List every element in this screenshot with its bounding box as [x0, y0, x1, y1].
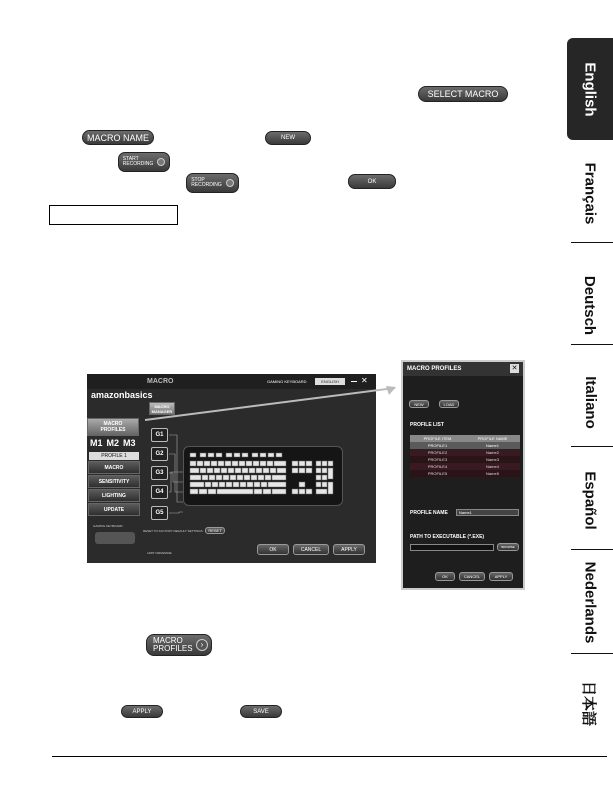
macro-profiles-line1: MACRO	[103, 421, 123, 427]
macro-name-label: MACRO NAME	[86, 132, 149, 143]
stop-recording-line2: RECORDING	[191, 182, 222, 188]
close-icon[interactable]: ✕	[361, 376, 368, 385]
tab-japanese[interactable]	[567, 663, 613, 743]
record-dot-icon	[157, 158, 165, 166]
profiles-apply-button[interactable]	[489, 572, 513, 581]
row-item: PROFILE3	[427, 457, 448, 462]
tab-divider	[571, 446, 613, 447]
col-profile-name: PROFILE NAME	[477, 436, 508, 441]
stop-recording-line1: STOP	[191, 176, 205, 183]
brand-logo: amazonbasics	[91, 390, 153, 400]
main-apply-button[interactable]	[333, 544, 365, 555]
keyboard-thumbnail	[95, 532, 135, 544]
g-key-connector-lines	[167, 432, 207, 522]
tab-nederlands[interactable]	[567, 553, 613, 651]
tab-francais[interactable]	[567, 150, 613, 236]
tab-english-label: English	[581, 61, 599, 117]
row-item: PROFILE2	[427, 450, 448, 455]
profile-name-input[interactable]	[456, 509, 519, 516]
main-cancel-label: CANCEL	[300, 546, 322, 553]
row-name: Name5	[486, 471, 499, 476]
tab-espanol-label: Español	[581, 470, 599, 530]
g4-key[interactable]: G4	[151, 485, 168, 499]
gaming-keyboard-label: GAMING KEYBOARD	[267, 379, 307, 384]
row-name: Name4	[486, 464, 499, 469]
browse-button[interactable]	[497, 543, 519, 551]
row-name: Name3	[486, 457, 499, 462]
profile-list-label: PROFILE LIST	[410, 422, 444, 428]
profiles-title: MACRO PROFILES	[407, 366, 462, 372]
macro-profiles-line2: PROFILES	[100, 427, 126, 433]
table-row[interactable]	[410, 449, 520, 456]
g1-key[interactable]: G1	[151, 428, 168, 442]
profile-name-label: PROFILE NAME	[410, 510, 448, 516]
bottom-rule	[52, 756, 607, 757]
table-row[interactable]	[410, 470, 520, 477]
macro-name-button[interactable]	[82, 130, 154, 145]
select-macro-button[interactable]	[418, 86, 508, 102]
tab-espanol[interactable]	[567, 452, 613, 548]
blank-note-box	[49, 205, 178, 225]
macro-manager-line2: MANAGER	[151, 409, 173, 414]
profiles-cancel-button[interactable]	[459, 572, 485, 581]
new-button[interactable]	[265, 131, 311, 145]
row-item: PROFILE4	[427, 464, 448, 469]
reset-button-label: RESET	[208, 528, 222, 533]
profiles-load-button[interactable]	[439, 400, 459, 408]
save-inline-label: SAVE	[253, 708, 269, 715]
window-title: MACRO	[147, 378, 174, 385]
path-label: PATH TO EXECUTABLE (*.EXE)	[410, 534, 485, 540]
m-keys	[90, 438, 140, 450]
tab-nederlands-label: Nederlands	[581, 561, 599, 643]
tab-divider	[571, 653, 613, 654]
main-cancel-button[interactable]	[293, 544, 329, 555]
profiles-new-label: NEW	[414, 401, 424, 407]
m3-key[interactable]: M3	[123, 438, 136, 448]
profiles-ok-label: OK	[442, 574, 448, 579]
apply-inline-label: APPLY	[132, 708, 152, 715]
profile-select-label: PROFILE 1	[101, 453, 127, 459]
profiles-apply-label: APPLY	[494, 574, 508, 579]
start-recording-line2: RECORDING	[122, 161, 154, 167]
profile-name-value: Name1	[459, 510, 472, 515]
tab-deutsch-label: Deutsch	[581, 275, 599, 335]
reset-text: RESET TO FACTORY DEFAULT SETTINGS	[143, 529, 203, 533]
profiles-cancel-label: CANCEL	[463, 574, 481, 579]
g2-key[interactable]: G2	[151, 447, 168, 461]
menu-lighting[interactable]: LIGHTING	[88, 489, 140, 502]
language-select-label: ENGLISH	[321, 379, 339, 384]
chevron-right-icon: ›	[196, 639, 208, 651]
firmware-text: LIMIT FIRMWARE	[147, 551, 172, 555]
tab-divider	[571, 242, 613, 243]
menu-macro[interactable]: MACRO	[88, 461, 140, 474]
tab-italiano[interactable]	[567, 354, 613, 450]
ok-label: OK	[367, 178, 377, 185]
m2-key[interactable]: M2	[106, 438, 120, 448]
select-macro-label: SELECT MACRO	[427, 89, 499, 99]
row-item: PROFILE5	[427, 471, 448, 476]
stop-recording-text	[191, 178, 222, 189]
macro-manager-line1: MACRO	[154, 404, 170, 409]
gaming-keyboard-small-label: GAMING KEYBOARD	[93, 524, 123, 528]
stop-dot-icon	[226, 179, 234, 187]
main-ok-label: OK	[269, 546, 277, 553]
reset-button[interactable]	[205, 527, 225, 534]
row-item: PROFILE1	[427, 443, 448, 448]
macro-profiles-button[interactable]	[87, 418, 139, 436]
tab-italiano-label: Italiano	[581, 375, 599, 429]
profiles-new-button[interactable]	[409, 400, 429, 408]
browse-label: BROWSE	[501, 545, 515, 549]
tab-divider	[571, 344, 613, 345]
stop-recording-button[interactable]	[186, 173, 239, 193]
menu-update[interactable]: UPDATE	[88, 503, 140, 516]
callout-arrow	[140, 380, 400, 440]
table-row[interactable]	[410, 442, 520, 449]
profile-table-header	[410, 435, 520, 442]
start-recording-button[interactable]	[118, 152, 170, 172]
ok-button[interactable]	[348, 174, 396, 189]
m1-key[interactable]: M1	[90, 438, 103, 448]
macro-profiles-inline-text	[153, 637, 193, 653]
profiles-ok-button[interactable]	[435, 572, 455, 581]
row-name: Name1	[486, 443, 499, 448]
keyboard-image	[183, 446, 343, 506]
profile-select[interactable]	[89, 452, 139, 460]
profiles-load-label: LOAD	[443, 401, 455, 407]
macro-profiles-inline-button[interactable]	[146, 634, 212, 656]
start-recording-line1: START	[122, 155, 139, 162]
tab-francais-label: Français	[581, 162, 599, 224]
table-row[interactable]	[410, 456, 520, 463]
col-profile-item: PROFILE ITEM	[423, 436, 452, 441]
menu-sensitivity[interactable]: SENSITIVITY	[88, 475, 140, 488]
main-apply-label: APPLY	[341, 546, 357, 553]
macro-profiles-window	[401, 360, 525, 590]
apply-inline-button[interactable]	[121, 705, 163, 718]
keyboard-keys-graphic	[184, 447, 342, 505]
tab-japanese-label: 日本語	[580, 680, 598, 726]
main-ok-button[interactable]	[257, 544, 289, 555]
new-label: NEW	[281, 135, 295, 141]
tab-english[interactable]	[567, 38, 613, 140]
tab-divider	[571, 549, 613, 550]
g5-key[interactable]: G5	[151, 506, 168, 520]
save-inline-button[interactable]	[240, 705, 282, 718]
macro-profiles-inline-line2: PROFILES	[153, 644, 193, 653]
macro-profiles-inline-line1: MACRO	[153, 636, 183, 645]
g3-key[interactable]: G3	[151, 466, 168, 480]
table-row[interactable]	[410, 463, 520, 470]
row-name: Name2	[486, 450, 499, 455]
profiles-close-icon[interactable]: ✕	[511, 365, 518, 372]
start-recording-text	[123, 157, 154, 168]
path-input[interactable]	[410, 544, 494, 551]
